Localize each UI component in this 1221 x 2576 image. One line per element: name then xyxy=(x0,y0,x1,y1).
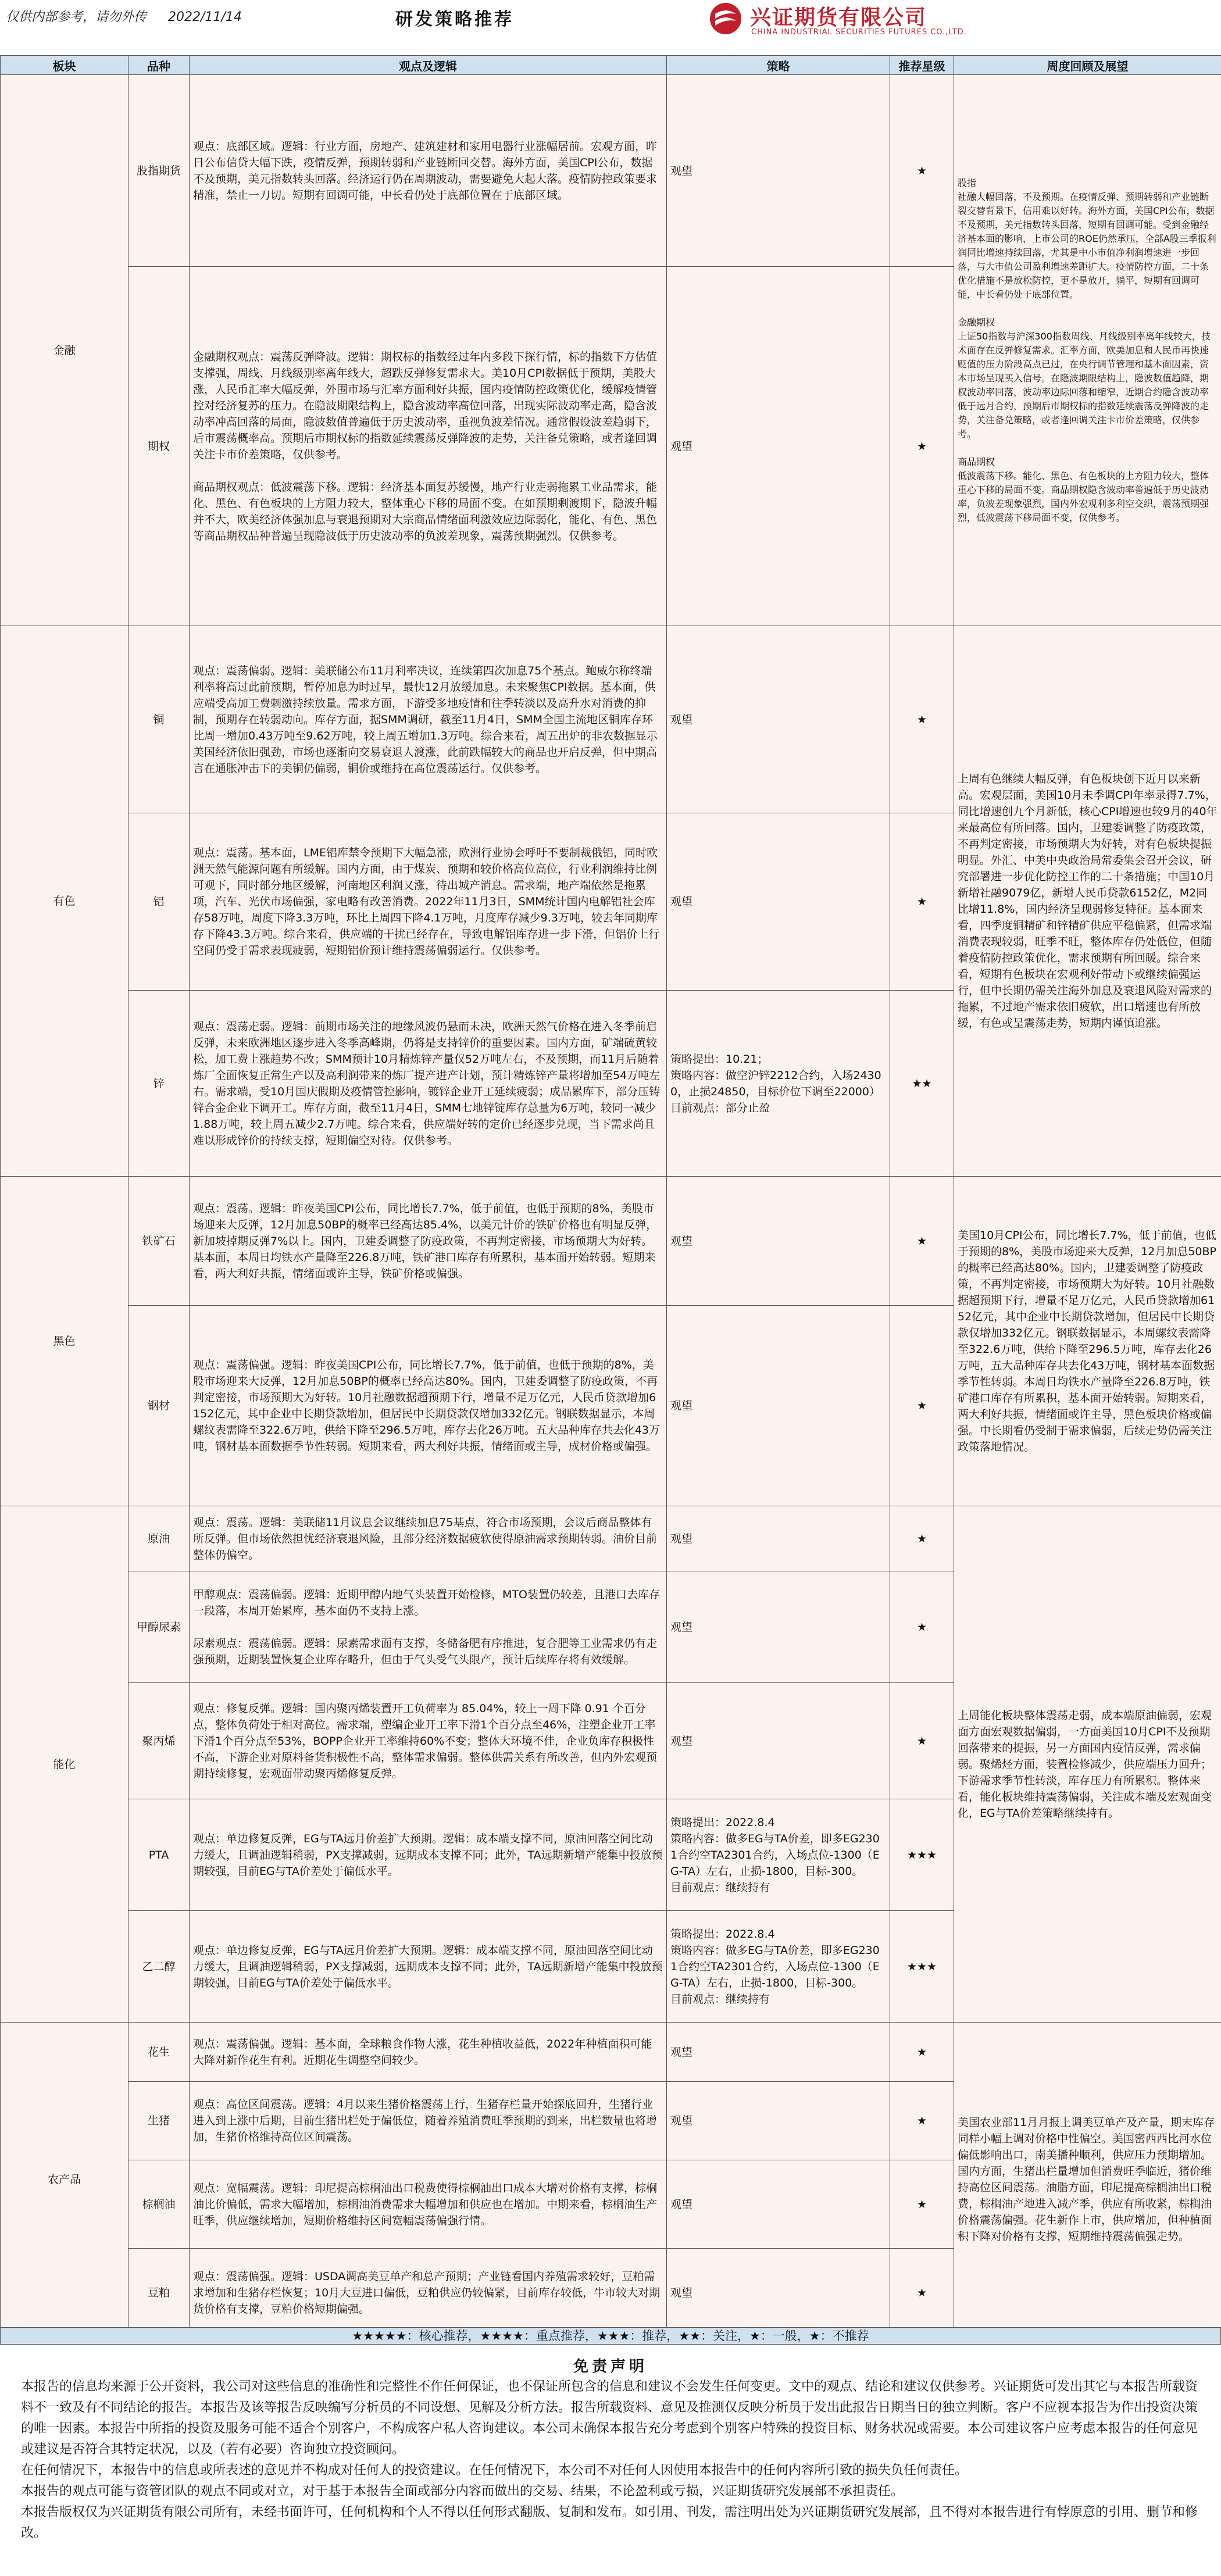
strategy-cell: 观望 xyxy=(667,2082,890,2160)
star-legend: ★★★★★：核心推荐，★★★★：重点推荐，★★★：推荐，★★：关注，★：一般，★：不推荐 xyxy=(0,2327,1221,2345)
variety-cell: 期权 xyxy=(128,267,190,626)
star-rating: ★ xyxy=(890,1683,954,1799)
star-rating: ★ xyxy=(890,2082,954,2160)
disclaimer-body xyxy=(21,2377,1201,2544)
view-cell: 观点：震荡。逻辑：美联储11月议息会议继续加息75基点，符合市场预期，会议后商品整体有所反弹。但市场依然担忧经济衰退风险，且部分经济数据疲软使得原油需求预期转弱。油价目前整体仍偏空。 xyxy=(190,1506,667,1571)
report-header xyxy=(0,0,1221,57)
strategy-cell: 策略提出：2022.8.4 策略内容：做多EG与TA价差，即多EG2301合约空TA2301合约，入场点位-1300（EG-TA）左右，止损-1800，目标-300。 目前观点：继续持有 xyxy=(667,1911,890,2023)
sector-agri: 农产品 xyxy=(1,2023,128,2337)
star-rating: ★ xyxy=(890,75,954,267)
variety-cell: PTA xyxy=(128,1799,190,1911)
view-cell: 观点：震荡偏弱。逻辑：美联储公布11月利率决议，连续第四次加息75个基点。鲍威尔称终端利率将高过此前预期，暂停加息为时过早，最快12月放缓加息。未来聚焦CPI数据。基本面，供应端受高加工费刺激持续放量。需求方面，下游受多地疫情和往季转淡以及高升水对消费的抑制，预期存在转弱动向。库存方面，据SMM调研，截至11月4日，SMM全国主流地区铜库存环比周一增加0.43万吨至9.62万吨，较上周五增加1.3万吨。综合来看，周五出炉的非农数据显示美国经济依旧强劲，市场也逐渐向交易衰退人渡涨，此前跌幅较大的商品也开启反弹，但中期高言在通胀冲击下的美铜仍偏弱，铜价或维持在高位震荡运行。仅供参考。 xyxy=(190,626,667,813)
report-date: 2022/11/14 xyxy=(168,10,242,24)
col-variety: 品种 xyxy=(128,56,190,75)
col-review: 周度回顾及展望 xyxy=(954,56,1221,75)
table-row xyxy=(1,1177,1221,1306)
view-cell: 观点：宽幅震荡。逻辑：印尼提高棕榈油出口税费使得棕榈油出口成本大增对价格有支撑，棕榈油比价偏低，需求大幅增加，棕榈油消费需求大幅增加和供应也在增加。中期来看，棕榈油生产旺季，供应继续增加，短期价格维持区间宽幅震荡偏强行情。 xyxy=(190,2160,667,2249)
star-rating: ★★★ xyxy=(890,1799,954,1911)
strategy-cell: 观望 xyxy=(667,1177,890,1306)
strategy-cell: 策略提出：2022.8.4 策略内容：做多EG与TA价差，即多EG2301合约空TA2301合约，入场点位-1300（EG-TA）左右，止损-1800，目标-300。 目前观点：继续持有 xyxy=(667,1799,890,1911)
brand-name-cn: 兴证期货有限公司 xyxy=(750,6,927,30)
strategy-cell: 策略提出：10.21； 策略内容：做空沪锌2212合约，入场24300，止损24850，目标价位下调至22000） 目前观点：部分止盈 xyxy=(667,991,890,1177)
table-row xyxy=(1,626,1221,813)
strategy-table xyxy=(0,55,1221,2337)
table-row xyxy=(1,75,1221,267)
disclaimer-title: 免责声明 xyxy=(573,2358,648,2375)
strategy-cell: 观望 xyxy=(667,75,890,267)
strategy-cell: 观望 xyxy=(667,1506,890,1571)
star-rating: ★ xyxy=(890,1177,954,1306)
review-metals: 上周有色继续大幅反弹，有色板块创下近月以来新高。宏观层面，美国10月未季调CPI年率录得7.7%，同比增速创九个月新低，核心CPI增速也较9月的40年来最高位有所回落。国内，卫建委调整了防疫政策，不再判定密接，市场预期大为好转，对有色板块提振明显。外汇、中美中央政治局常委集会召开会议，研究部署进一步优化防控工作的二十条措施；中国10月新增社融9079亿，新增人民币贷款6152亿，M2同比增11.8%，国内经济呈现弱修复特征。基本面来看，四季度铜精矿和锌精矿供应平稳偏紧，但需求端消费表现较弱，旺季不旺，整体库存仍处低位，但随着疫情防控政策优化，需求预期有所回暖。综合来看，短期有色板块在宏观利好带动下或继续偏强运行，但中长期仍需关注海外加息及衰退风险对需求的拖累，不过地产需求依旧疲软，出口增速也有所放缓，有色或呈震荡走势，短期内谨慎追涨。 xyxy=(954,626,1221,1177)
star-rating: ★★★ xyxy=(890,1911,954,2023)
star-rating: ★★ xyxy=(890,991,954,1177)
col-sector: 板块 xyxy=(1,56,128,75)
strategy-cell: 观望 xyxy=(667,1306,890,1506)
disclaimer-paragraph: 本报告的信息均来源于公开资料，我公司对这些信息的准确性和完整性不作任何保证，也不保证所包含的信息和建议不会发生任何变更。文中的观点、结论和建议仅供参考。兴证期货可发出其它与本报告所载资料不一致及有不同结论的报告。本报告及该等报告反映编写分析员的不同设想、见解及分析方法。报告所载资料、意见及推测仅反映分析员于发出此报告日期当日的独立判断。客户不应视本报告为作出投资决策的唯一因素。本报告中所指的投资及服务可能不适合个别客户，不构成客户私人咨询建议。本公司未确保本报告充分考虑到个别客户特殊的投资目标、财务状况或需要。本公司建议客户应考虑本报告的任何意见或建议是否符合其特定状况，以及（若有必要）咨询独立投资顾问。 xyxy=(21,2380,1198,2457)
variety-cell: 豆粕 xyxy=(128,2249,190,2337)
view-cell: 观点：高位区间震荡。逻辑：4月以来生猪价格震荡上行，生猪存栏量开始探底回升，生猪行业进入到上涨中后期，目前生猪出栏处于偏低位，随着养殖消费旺季预期的到来，出栏数量也将增加，生猪价格维持高位区间震荡。 xyxy=(190,2082,667,2160)
star-rating: ★ xyxy=(890,2023,954,2082)
view-cell: 观点：震荡。基本面，LME铝库禁令预期下大幅急涨，欧洲行业协会呼吁不要制裁俄铝，同时欧洲天然气能源问题有所缓解。国内方面，由于煤炭、预期和较价格高位高位，行业利润维持比例可观下，同时部分地区缓解，河南地区利润又涨，待出城产消息。需求端，地产端依然是拖累项，汽车、光伏市场偏强，家电略有改善消费。2022年11月3日，SMM统计国内电解铝社会库存58万吨，周度下降3.3万吨，环比上周四下降4.1万吨，月度库存减少9.3万吨，较去年同期库存下降43.3万吨。综合来看，供应端的干扰已经存在，导致电解铝库存进一步下滑，但铝价上行空间仍受于需求表现疲弱，短期铝价预计维持震荡偏弱运行。仅供参考。 xyxy=(190,813,667,991)
col-strategy: 策略 xyxy=(667,56,890,75)
strategy-cell: 观望 xyxy=(667,1571,890,1683)
view-cell: 观点：震荡。逻辑：昨夜美国CPI公布，同比增长7.7%，低于前值，也低于预期的8%，美股市场迎来大反弹，12月加息50BP的概率已经高达85.4%，以美元计价的铁矿价格也有明显反弹，新加坡掉期反弹7%以上。国内，卫建委调整了防疫政策，不再判定密接，市场预期大为好转。基本面，本周日均铁水产量降至226.8万吨，铁矿港口库存有所累积，基本面开始转弱。短期来看，两大利好共振，情绪面或许主导，铁矿价格或偏强。 xyxy=(190,1177,667,1306)
sector-finance: 金融 xyxy=(1,75,128,626)
variety-cell: 钢材 xyxy=(128,1306,190,1506)
disclaimer-paragraph: 在任何情况下，本报告中的信息或所表述的意见并不构成对任何人的投资建议。在任何情况下，本公司不对任何人因使用本报告中的任何内容所引致的损失负任何责任。 xyxy=(21,2463,968,2478)
star-rating: ★ xyxy=(890,1306,954,1506)
table-row xyxy=(1,1506,1221,1571)
variety-cell: 股指期货 xyxy=(128,75,190,267)
view-cell: 甲醇观点：震荡偏弱。逻辑：近期甲醇内地气头装置开始检修，MTO装置仍较差，且港口去库存一段落，本周开始累库，基本面仍不支持上涨。 尿素观点：震荡偏弱。逻辑：尿素需求面有支撑，冬储备肥有序推进，复合肥等工业需求仍有走强预期，近期装置恢复企业库存略升，但由于气头受气头限产，预计后续库存将有效缓解。 xyxy=(190,1571,667,1683)
view-cell: 观点：修复反弹。逻辑：国内聚丙烯装置开工负荷率为 85.04%，较上一周下降 0.91 个百分点，整体负荷处于相对高位。需求端，塑编企业开工率下滑1个百分点至46%，注塑企业开工率下滑1个百分点至53%，BOPP企业开工率维持60%不变；整体大环境不佳，企业负库存积极性不高，下游企业对原料备货积极性不高，整体需求偏弱。整体供需关系有所改善，但内外宏观预期持续修复，宏观面带动聚丙烯修复反弹。 xyxy=(190,1683,667,1799)
col-view: 观点及逻辑 xyxy=(190,56,667,75)
variety-cell: 原油 xyxy=(128,1506,190,1571)
star-rating: ★ xyxy=(890,1571,954,1683)
star-rating: ★ xyxy=(890,2160,954,2249)
strategy-cell: 观望 xyxy=(667,2160,890,2249)
brand-logo-icon xyxy=(708,1,743,36)
variety-cell: 聚丙烯 xyxy=(128,1683,190,1799)
strategy-cell: 观望 xyxy=(667,2249,890,2337)
variety-cell: 甲醇尿素 xyxy=(128,1571,190,1683)
star-rating: ★ xyxy=(890,267,954,626)
strategy-cell: 观望 xyxy=(667,813,890,991)
star-rating: ★ xyxy=(890,813,954,991)
review-finance: 股指 社融大幅回落，不及预期。在疫情反弹、预期转弱和产业链断裂交替背景下，信用难以好转。海外方面，美国CPI公布，数据不及预期，美元指数转头回落，短期有回调可能。受到金融经济基本面的影响，上市公司的ROE仍然承压，全部A股三季报利润同比增速持续回落，尤其是中小市值净利润增速进一步回落，与大市值公司盈利增速差距扩大。疫情防控方面，二十条优化措施不是放松防控，更不是放开，躺平，短期有回调可能，中长看仍处于底部位置。 金融期权 上证50指数与沪深300指数周线、月线级别率离年线较大，技术面存在反弹修复需求。汇率方面，欧美加息和人民币再快速贬值的压力阶段高点已过，在央行调节管理和基本面因素，资本市场呈现买入信号。在隐波期限结构上，隐波数值趋降，期权波动率回落，波动率边际回落和缩窄，近期合约隐含波动率低于远月合约，预期后市期权标的指数延续震荡反弹降波的走势，关注备兑策略，或者逢回调关注卡市价差策略，仅供参考。 商品期权 低波震荡下移。能化、黑色、有色板块的上方阻力较大，整体重心下移的局面不变。商品期权隐含波动率普遍低于历史波动率，负波差现象强烈，国内外宏观利多利空交织，震荡预期强烈，低波震荡下移局面不变，仅供参考。 xyxy=(954,75,1221,626)
star-rating: ★ xyxy=(890,2249,954,2337)
sector-black: 黑色 xyxy=(1,1177,128,1506)
view-cell: 金融期权观点：震荡反弹降波。逻辑：期权标的指数经过年内多段下探行情，标的指数下方估值支撑强，周线、月线级别率离年线大，超跌反弹修复需求大。美10月CPI数据低于预期，美股大涨，人民币汇率大幅反弹，外围市场与汇率方面利好共振，国内疫情防控政策优化，缓解疫情管控对经济复苏的压力。在隐波期限结构上，隐含波动率高位回落，出现实际波动率走高，隐含波动率冲高回落的局面，隐波数值普遍低于历史波动率，重视负波差情况。通常假设波差趋弱下，后市震荡概率高。预期后市期权标的指数延续震荡反弹降波的走势，关注备兑策略，或者逢回调关注卡市价差策略，仅供参考。 商品期权观点：低波震荡下移。逻辑：经济基本面复苏缓慢，地产行业走弱拖累工业品需求，能化、黑色、有色板块的上方阻力较大，整体重心下移的局面不变。在如预期剩渡期下，隐波升幅并不大，欧美经济体强加息与衰退预期对大宗商品情绪面利激效应边际弱化，能化、有色、黑色等商品期权品种普遍呈现隐波低于历史波动率的负波差现象，震荡预期强烈。仅供参考。 xyxy=(190,267,667,626)
view-cell: 观点：单边修复反弹，EG与TA远月价差扩大预期。逻辑：成本端支撑不同，原油回落空间比动力缓大，且调油逻辑稍弱，PX支撑减弱，远期成本支撑不同；此外，TA远期新增产能集中投放预期较强，目前EG与TA价差处于偏低水平。 xyxy=(190,1799,667,1911)
header-note xyxy=(6,7,259,25)
table-header-row xyxy=(1,56,1221,75)
view-cell: 观点：底部区域。逻辑：行业方面，房地产、建筑建材和家用电器行业涨幅居前。宏观方面，昨日公布信贷大幅下跌，疫情反弹，预期转弱和产业链断回交替。海外方面，美国CPI公布，数据不及预期，美元指数转头回落。经济运行仍在周期波动，需要避免大起大落。疫情防控政策要求精准，禁止一刀切。短期有回调可能，中长看仍处于底部位置在于底部区域。 xyxy=(190,75,667,267)
internal-note: 仅供内部参考，请勿外传 xyxy=(6,10,147,24)
star-rating: ★ xyxy=(890,1506,954,1571)
variety-cell: 铝 xyxy=(128,813,190,991)
col-stars: 推荐星级 xyxy=(890,56,954,75)
strategy-cell: 观望 xyxy=(667,626,890,813)
view-cell: 观点：单边修复反弹，EG与TA远月价差扩大预期。逻辑：成本端支撑不同，原油回落空间比动力缓大，且调油逻辑稍弱，PX支撑减弱，远期成本支撑不同；此外，TA远期新增产能集中投放预期较强，目前EG与TA价差处于偏低水平。 xyxy=(190,1911,667,2023)
disclaimer-paragraph: 本报告版权仅为兴证期货有限公司所有，未经书面许可，任何机构和个人不得以任何形式翻版、复制和发布。如引用、刊发，需注明出处为兴证期货研究发展部，且不得对本报告进行有悖原意的引用、删节和修改。 xyxy=(21,2505,1198,2541)
view-cell: 观点：震荡走弱。逻辑：前期市场关注的地缘风波仍悬而未决，欧洲天然气价格在进入冬季前启反弹，未来欧洲地区逐步进入冬季高峰期，仍将是支持锌价的重要因素。国内方面，矿端硫黄较松，加工费上涨趋势不改；SMM预计10月精炼锌产量仅52万吨左右，不及预期，而11月后随着炼厂全面恢复正常生产以及高利润带来的炼厂提产进产计划，预计精炼锌产量将增加至54万吨左右。需求端，受10月国庆假期及疫情管控影响，镀锌企业开工延续疲弱；成品累库下，部分压铸锌合金企业下调开工。库存方面，截至11月4日，SMM七地锌锭库存总量为6万吨，较同一减少1.88万吨，较上周五减少2.7万吨。综合来看，供应端好转的定价已经逐步兑现，当下需求尚且难以形成锌价的持续支撑，短期偏空对待。仅供参考。 xyxy=(190,991,667,1177)
variety-cell: 棕榈油 xyxy=(128,2160,190,2249)
sector-metals: 有色 xyxy=(1,626,128,1177)
review-energy: 上周能化板块整体震荡走弱，成本端原油偏弱，宏观面方面宏观数据偏弱，一方面美国10月CPI不及预期回落带来的提振，另一方面国内疫情反弹，需求偏弱。聚烯烃方面，装置检修减少，供应端压力回升；下游需求季节性转淡，库存压力有所累积。整体来看，能化板块维持震荡偏弱，关注成本端及宏观面变化，EG与TA价差策略继续持有。 xyxy=(954,1506,1221,2023)
review-black: 美国10月CPI公布，同比增长7.7%，低于前值，也低于预期的8%，美股市场迎来大反弹，12月加息50BP的概率已经高达80%。国内，卫建委调整了防疫政策，不再判定密接，市场预期大为好转。10月社融数据超预期下行，增量不足万亿元，人民币贷款增加6152亿元，其中企业中长期贷款增加，但居民中长期贷款仅增加332亿元。钢联数据显示，本周螺纹表需降至322.6万吨，供给下降至296.5万吨，库存去化26万吨，五大品种库存共去化43万吨，钢材基本面数据季节性转弱。本周日均铁水产量降至226.8万吨，铁矿港口库存有所累积，基本面开始转弱。短期来看，两大利好共振，情绪面或许主导，黑色板块价格或偏强。中长期看仍受制于需求偏弱，后续走势仍需关注政策落地情况。 xyxy=(954,1177,1221,1506)
sector-energy: 能化 xyxy=(1,1506,128,2023)
view-cell: 观点：震荡偏强。逻辑：USDA调高美豆单产和总产预期；产业链看国内养殖需求较好，豆粕需求增加和生猪存栏恢复；10月大豆进口偏低，豆粕供应仍较偏紧，目前库存较低，牛市较大对期货价格有支撑，豆粕价格短期偏强。 xyxy=(190,2249,667,2337)
variety-cell: 生猪 xyxy=(128,2082,190,2160)
star-rating: ★ xyxy=(890,626,954,813)
strategy-cell: 观望 xyxy=(667,267,890,626)
table-row xyxy=(1,2023,1221,2082)
view-cell: 观点：震荡偏强。逻辑：基本面，全球粮食作物大涨，花生种植收益低，2022年种植面积可能大降对新作花生有利。近期花生调整空间较少。 xyxy=(190,2023,667,2082)
variety-cell: 乙二醇 xyxy=(128,1911,190,2023)
brand-name-en: CHINA INDUSTRIAL SECURITIES FUTURES CO.,LTD. xyxy=(751,28,967,37)
variety-cell: 铁矿石 xyxy=(128,1177,190,1306)
variety-cell: 铜 xyxy=(128,626,190,813)
strategy-cell: 观望 xyxy=(667,2023,890,2082)
page-title: 研发策略推荐 xyxy=(395,9,514,30)
strategy-cell: 观望 xyxy=(667,1683,890,1799)
view-cell: 观点：震荡偏强。逻辑：昨夜美国CPI公布，同比增长7.7%，低于前值，也低于预期的8%，美股市场迎来大反弹，12月加息50BP的概率已经高达80%。国内，卫建委调整了防疫政策，不再判定密接，市场预期大为好转。10月社融数据超预期下行，增量不足万亿元，人民币贷款增加6152亿元，其中企业中长期贷款增加，但居民中长期贷款仅增加332亿元。钢联数据显示，本周螺纹表需降至322.6万吨，供给下降至296.5万吨，库存去化26万吨。五大品种库存共去化43万吨，钢材基本面数据季节性转弱。短期来看，两大利好共振，情绪面或主导，成材价格或偏强。 xyxy=(190,1306,667,1506)
review-agri: 美国农业部11月月报上调美豆单产及产量，期末库存同样小幅上调对价格中性偏空。美国密西西比河水位偏低影响出口，南美播种顺利，供应压力预期增加。国内方面，生猪出栏量增加但消费旺季临近，猪价维持高位区间震荡。油脂方面，印尼提高棕榈油出口税费，棕榈油产地进入减产季，供应有所收紧，棕榈油价格震荡偏强。花生新作上市，供应增加，但种植面积下降对价格有支撑，短期维持震荡偏强走势。 xyxy=(954,2023,1221,2337)
variety-cell: 锌 xyxy=(128,991,190,1177)
disclaimer-paragraph: 本报告的观点可能与资管团队的观点不同或对立，对于基于本报告全面或部分内容而做出的交易、结果，不论盈利或亏损，兴证期货研究发展部不承担责任。 xyxy=(21,2484,904,2499)
variety-cell: 花生 xyxy=(128,2023,190,2082)
